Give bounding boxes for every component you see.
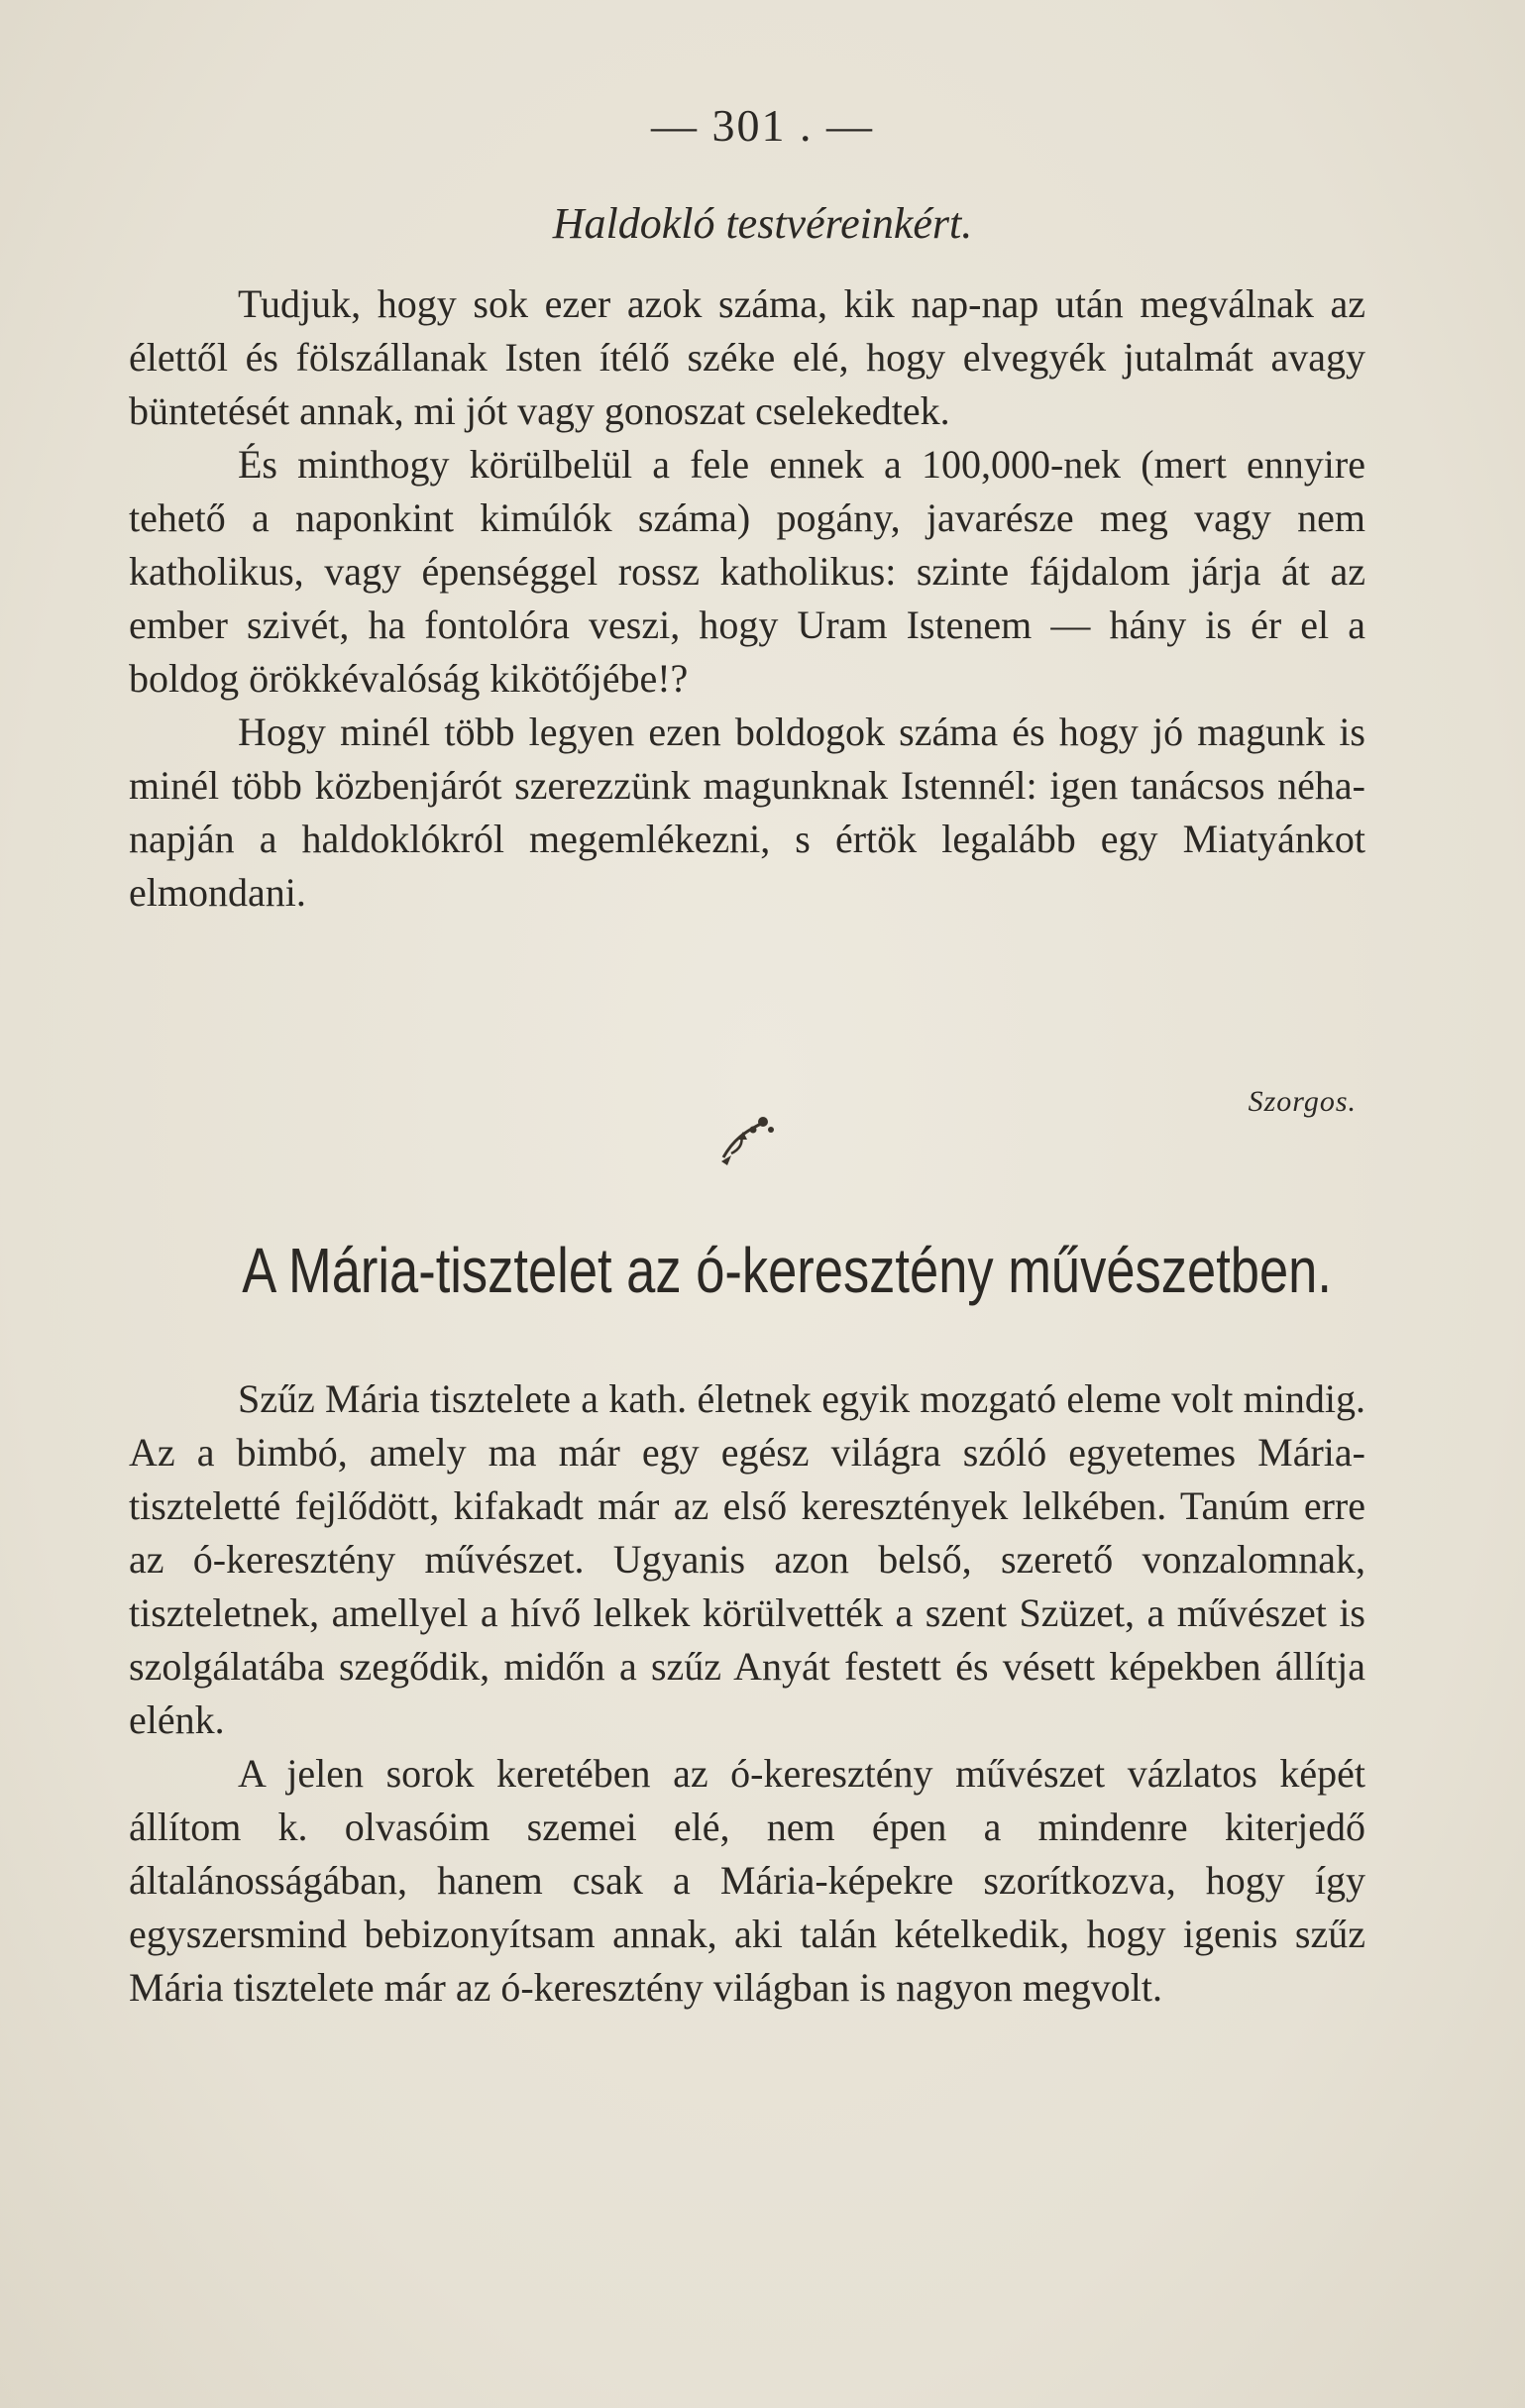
article-title: A Mária-tisztelet az ó-keresztény művészetben. [242, 1235, 1332, 1306]
paragraph: A jelen sorok keretében az ó-keresztény művészet vázlatos képét állítom k. olvasóim szemei elé, nem épen a mindenre kiterjedő általánosságában, hanem csak a Mária-képekre szorítkozva, hogy így egyszersmind bebizonyítsam annak, aki talán kételkedik, hogy igenis szűz Mária tisztelete már az ó-keresztény világban is nagyon megvolt. [129, 1751, 1365, 2010]
first-article-body [129, 277, 1365, 920]
author-signature: Szorgos. [1248, 1085, 1357, 1118]
paragraph: Hogy minél több legyen ezen boldogok száma és hogy jó magunk is minél több közbenjárót szerezzünk magunknak Istennél: igen tanácsos néha-napján a haldoklókról megemlékezni, s értök legalább egy Miatyánkot elmondani. [129, 710, 1365, 915]
section-heading: Haldokló testvéreinkért. [552, 199, 973, 248]
paragraph: Szűz Mária tisztelete a kath. életnek egyik mozgató eleme volt mindig. Az a bimbó, amely ma már egy egész világra szóló egyetemes Mária-tiszteletté fejlődött, kifakadt már az első keresztények lelkében. Tanúm erre az ó-keresztény művészet. Ugyanis azon belső, szerető vonzalomnak, tiszteletnek, amellyel a hívő lelkek körülvették a szent Szüzet, a művészet is szolgálatába szegődik, midőn a szűz Anyát festett és vésett képekben állítja elénk. [129, 1376, 1365, 1742]
paragraph: És minthogy körülbelül a fele ennek a 100,000-nek (mert ennyire tehető a naponkint kimúlók száma) pogány, javarésze meg vagy nem katholikus, vagy épenséggel rossz katholikus: szinte fájdalom járja át az ember szivét, ha fontolóra veszi, hogy Uram Istenem — hány is ér el a boldog örökkévalóság kikötőjébe!? [129, 442, 1365, 701]
paragraph: Tudjuk, hogy sok ezer azok száma, kik nap-nap után megválnak az élettől és fölszállanak Isten ítélő széke elé, hogy elvegyék jutalmát avagy büntetését annak, mi jót vagy gonoszat cselekedtek. [129, 281, 1365, 433]
page-number: — 301 . — [651, 100, 874, 151]
second-article-body [129, 1372, 1365, 2015]
floral-ornament-icon [713, 1110, 783, 1169]
